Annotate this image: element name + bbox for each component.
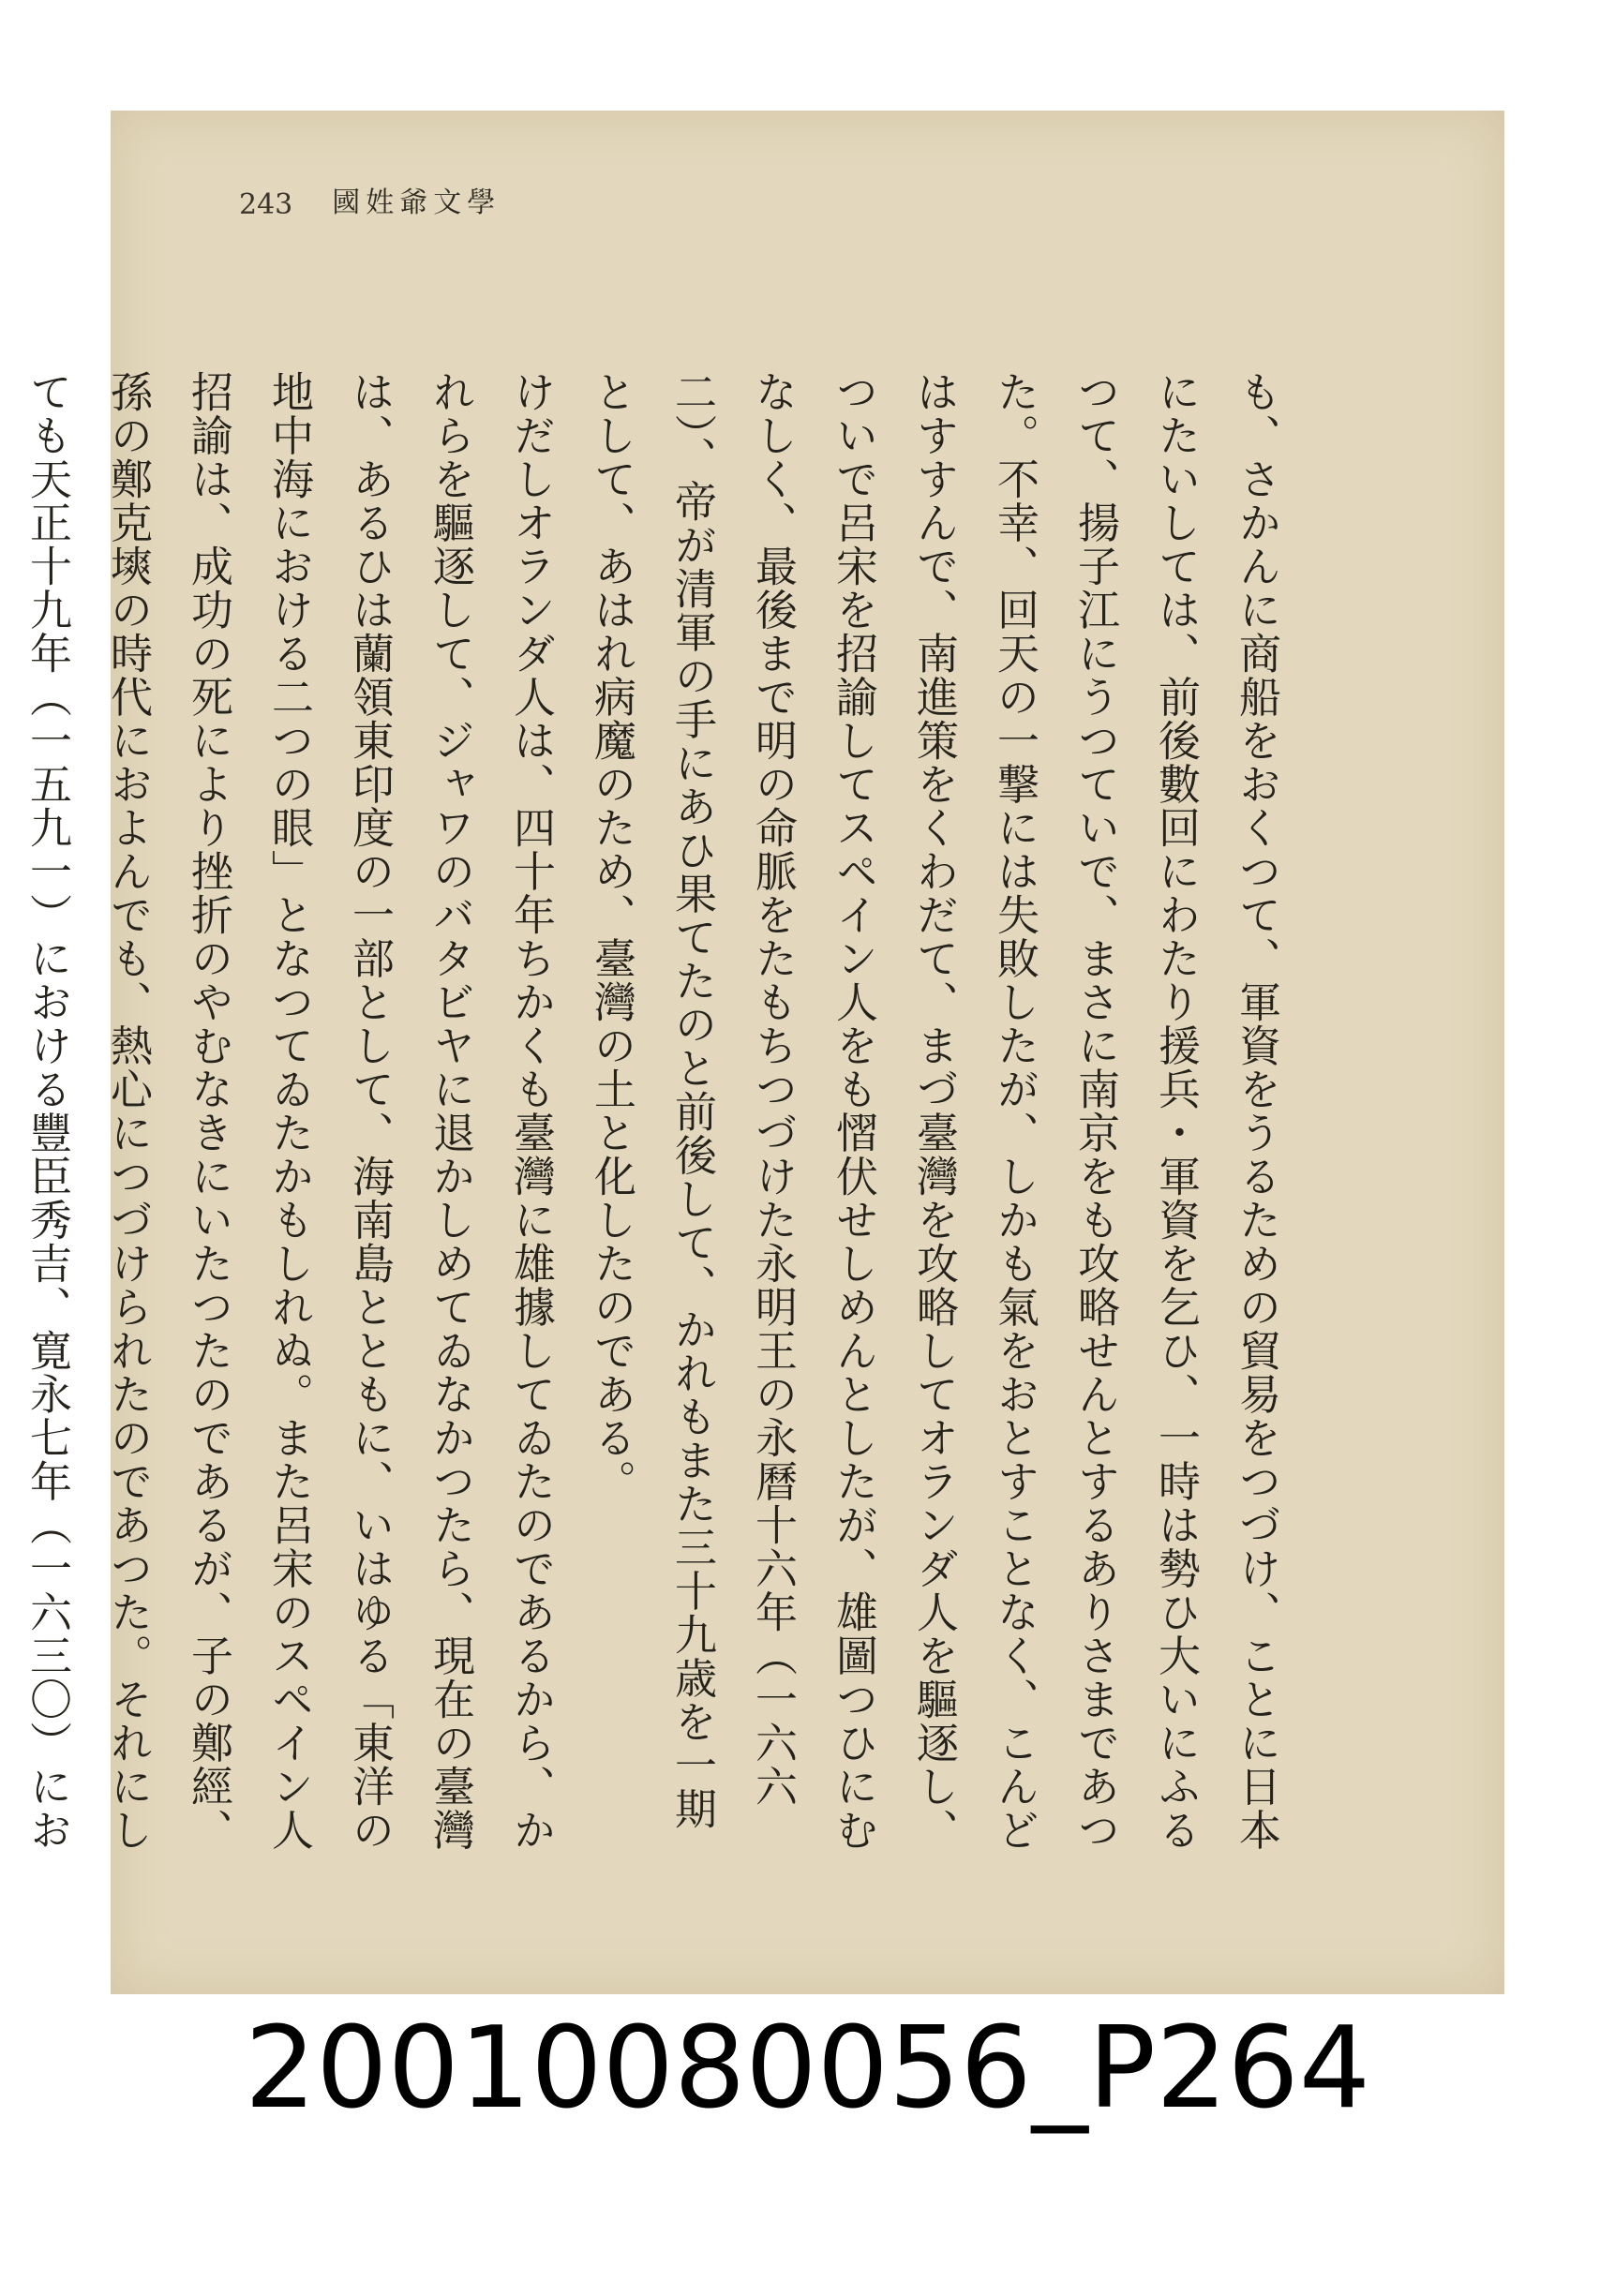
archive-id-caption: 20010080056_P264 — [244, 2004, 1371, 2134]
page-header — [239, 186, 501, 221]
paragraph-2: けだしオランダ人は、四十年ちかくも臺灣に雄據してゐたのであるから、かれらを驅逐して、ジャワのバタビヤに退かしめてゐなかつたら、現在の臺灣は、あるひは蘭領東印度の一部として、海南島とともに、いはゆる「東洋の地中海における二つの眼」となつてゐたかもしれぬ。また呂宋のスペイン人招諭は、成功の死により挫折のやむなきにいたつたのであるが、子の鄭經、孫の鄭克塽の時代におよんでも、熱心につづけられたのであつた。それにしても天正十九年（一五九一）における豐臣秀吉、寛永七年（一六三〇）にお — [22, 370, 556, 1852]
vertical-body-text — [22, 370, 1296, 1856]
page-number: 243 — [239, 188, 293, 221]
running-title: 國姓爺文學 — [332, 186, 501, 219]
paragraph-1: も、さかんに商船をおくつて、軍資をうるための貿易をつづけ、ことに日本にたいしては、前後數回にわたり援兵・軍資を乞ひ、一時は勢ひ大いにふるつて、揚子江にうつていで、まさに南京をも攻略せんとするありさまであつた。不幸、回天の一撃には失敗したが、しかも氣をおとすことなく、こんどはすすんで、南進策をくわだて、まづ臺灣を攻略してオランダ人を驅逐し、ついで呂宋を招諭してスペイン人をも慴伏せしめんとしたが、雄圖つひにむなしく、最後まで明の命脈をたもちつづけた永明王の永曆十六年（一六六二）、帝が清軍の手にあひ果てたのと前後して、かれもまた三十九歳を一期として、あはれ病魔のため、臺灣の土と化したのである。 — [587, 370, 1281, 1852]
